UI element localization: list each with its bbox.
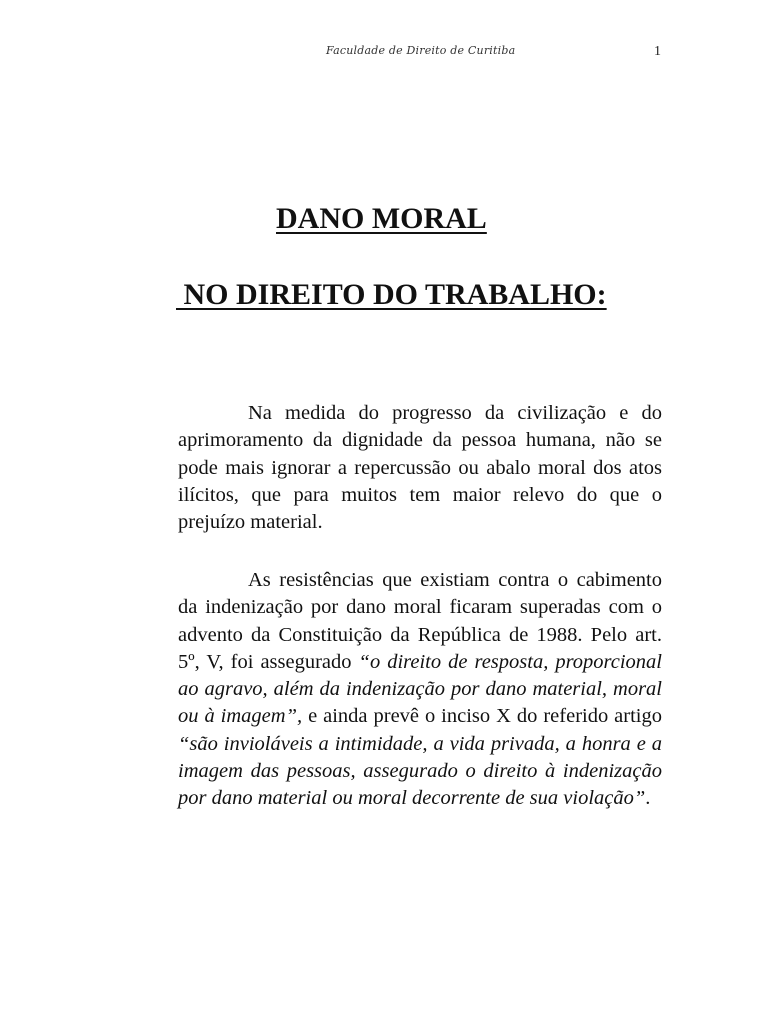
- constitution-quote-art5-v: “o direito de resposta, proporcional ao agravo, além da indenização por dano material, moral ou à imagem”,: [178, 650, 663, 728]
- paragraph-2-text-1: As resistências que existiam contra o cabimento da indenização por dano moral ficaram superadas com o advento da Constituição da República de 1988. Pelo art. 5º, V, foi assegurado: [178, 569, 662, 673]
- paragraph-2: [178, 567, 662, 813]
- document-title-line-2: NO DIREITO DO TRABALHO:: [176, 278, 607, 311]
- paragraph-2-text-2: e ainda prevê o inciso X do referido artigo: [302, 705, 662, 728]
- paragraph-1: Na medida do progresso da civilização e do aprimoramento da dignidade da pessoa humana, não se pode mais ignorar a repercussão ou abalo moral dos atos ilícitos, que para muitos tem maior relevo do que o prejuízo material.: [178, 402, 662, 534]
- running-header: Faculdade de Direito de Curitiba: [326, 44, 516, 57]
- page-number: 1: [654, 44, 661, 59]
- constitution-quote-art5-x: “são invioláveis a intimidade, a vida privada, a honra e a imagem das pessoas, assegurado o direito à indenização por dano material ou moral decorrente de sua violação”: [178, 732, 662, 810]
- document-title-line-1: DANO MORAL: [276, 202, 487, 235]
- paragraph-2-text-3: .: [645, 787, 651, 810]
